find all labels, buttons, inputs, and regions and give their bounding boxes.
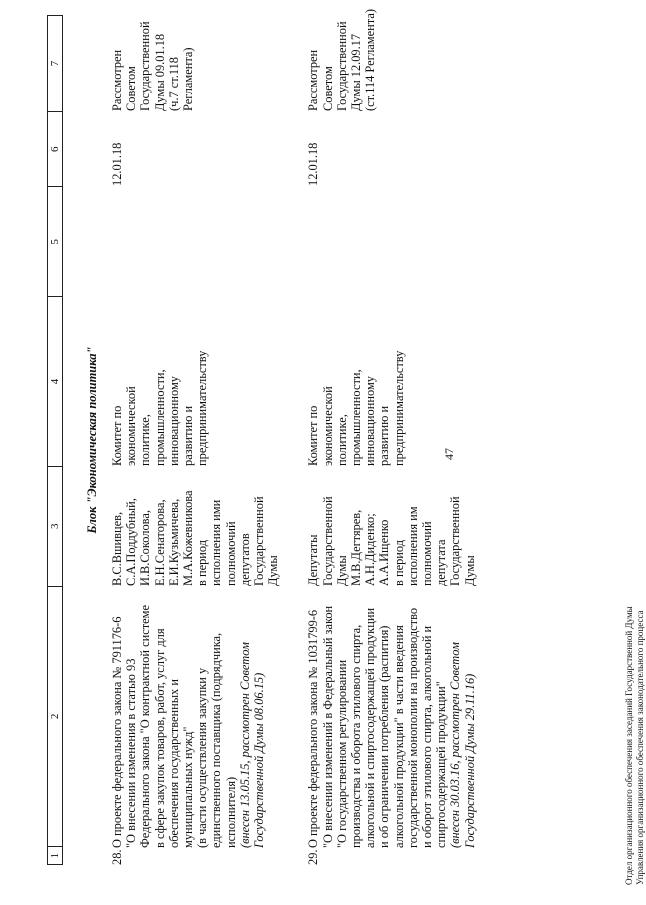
- section-title: Блок "Экономическая политика": [85, 346, 99, 534]
- header-col-2: 2: [48, 586, 62, 847]
- committee-cell: [306, 296, 476, 466]
- status-line: Рассмотрен: [110, 49, 124, 111]
- bill-note-line: (внесен 30.03.16, рассмотрен Советом: [448, 642, 463, 848]
- author-line: В.С.Вшивцев,: [110, 511, 124, 586]
- status-line: Думы 09.01.18: [152, 33, 167, 111]
- author-line: депутатов: [237, 533, 252, 586]
- bill-title-line: алкогольной и спиртосодержащей продукции: [363, 607, 378, 848]
- author-line: полномочий: [420, 521, 435, 586]
- committee-line: промышленности,: [349, 369, 364, 466]
- author-line: депутата: [434, 539, 449, 586]
- committee-line: экономической: [124, 386, 139, 466]
- rotated-page: [12, 5, 645, 885]
- committee-cell: [110, 296, 280, 466]
- header-col-5: 5: [48, 186, 62, 296]
- committee-line: промышленности,: [152, 369, 167, 466]
- bill-title-line: обеспечения государственных и: [166, 679, 181, 848]
- committee-line: экономической: [320, 386, 335, 466]
- author-line: исполнения ими: [209, 499, 224, 586]
- agenda-table: [47, 9, 503, 865]
- author-line: Е.Н.Сенаторова,: [152, 499, 167, 586]
- author-line: Думы: [462, 555, 477, 586]
- header-col-3: 3: [48, 466, 62, 586]
- bill-title-line: алкогольной продукции" в части введения: [391, 625, 406, 848]
- authors-cell: [306, 466, 476, 586]
- author-line: Е.И.Кузьмичева,: [166, 498, 181, 586]
- bill-title-line: (в части осуществления закупки у: [195, 667, 210, 848]
- footer-line: Отдел организационного обеспечения заседаний Государственной Думы: [624, 606, 634, 885]
- committee-line: предпринимательству: [391, 350, 406, 466]
- header-col-7: 7: [49, 60, 61, 67]
- status-line: Государственной: [138, 21, 153, 111]
- header-col-1: 1: [48, 846, 62, 864]
- bill-title-line: и оборот этилового спирта, алкогольной и: [420, 625, 435, 848]
- bill-title-line: О проекте федерального закона № 791176-6: [110, 616, 124, 848]
- author-line: М.А.Кожевникова: [181, 490, 196, 586]
- bill-title-line: муниципальных нужд": [181, 726, 196, 848]
- status-line: Рассмотрен: [306, 49, 321, 111]
- bill-title-line: производства и оборота этилового спирта,: [349, 624, 364, 848]
- status-cell: [306, 9, 476, 111]
- committee-line: инновационному: [363, 376, 378, 466]
- author-line: в период: [391, 539, 406, 586]
- bill-title-line: спиртосодержащей продукции": [434, 681, 449, 848]
- bill-title-line: государственной монополии на производство: [405, 607, 420, 848]
- committee-line: инновационному: [166, 376, 181, 466]
- document-footer: [624, 5, 646, 885]
- author-line: Государственной: [448, 496, 463, 586]
- author-line: С.А.Поддубный,: [124, 498, 139, 586]
- bill-title-line: О проекте федерального закона № 1031799-6: [306, 609, 321, 848]
- status-line: (ст.114 Регламента): [363, 9, 378, 111]
- bill-title-cell: [110, 586, 280, 848]
- col5-cell: [110, 186, 280, 296]
- author-line: А.А.Ищенко: [377, 519, 392, 586]
- table-header-row: [47, 15, 63, 865]
- status-line: Регламента): [181, 47, 196, 111]
- author-line: Государственной: [252, 496, 267, 586]
- bill-title-line: и об ограничении потребления (распития): [377, 625, 392, 848]
- bill-note-line: Государственной Думы 29.11.16): [462, 673, 477, 848]
- footer-line: Управления организационного обеспечения законодательного процесса: [635, 610, 645, 885]
- status-line: Думы 12.09.17: [349, 33, 364, 111]
- bill-note-line: (внесен 13.05.15, рассмотрен Советом: [237, 642, 252, 848]
- author-line: Думы: [334, 555, 349, 586]
- author-line: И.В.Соколова,: [138, 510, 153, 586]
- date-cell: 12.01.18: [110, 142, 124, 186]
- bill-title-line: "О внесении изменений в Федеральный закон: [320, 605, 335, 848]
- committee-line: политике,: [334, 414, 349, 466]
- date-cell: 12.01.18: [306, 142, 321, 186]
- committee-line: Комитет по: [110, 405, 124, 466]
- status-line: Советом: [124, 66, 139, 111]
- status-line: Государственной: [334, 21, 349, 111]
- committee-line: развитию и: [377, 405, 392, 466]
- author-line: Депутаты: [306, 534, 321, 586]
- bill-title-line: Федерального закона "О контрактной системе: [138, 605, 153, 848]
- header-col-4: 4: [48, 296, 62, 465]
- row-number: 28.: [110, 849, 124, 865]
- author-line: в период: [195, 539, 210, 586]
- bill-title-line: "О внесении изменения в статью 93: [124, 658, 139, 848]
- status-line: Советом: [320, 66, 335, 111]
- row-number: 29.: [306, 849, 321, 865]
- status-line: (ч.7 ст.118: [166, 57, 181, 111]
- table-row: [306, 9, 477, 865]
- col5-cell: [306, 186, 476, 296]
- bill-title-cell: [306, 586, 476, 848]
- header-col-6: 6: [48, 111, 62, 186]
- author-line: Государственной: [320, 496, 335, 586]
- bill-title-line: исполнителя): [223, 776, 238, 848]
- author-line: Думы: [266, 555, 281, 586]
- status-cell: [110, 15, 280, 111]
- committee-line: развитию и: [181, 405, 196, 466]
- page-number: 47: [442, 448, 456, 460]
- author-line: исполнения им: [405, 506, 420, 586]
- author-line: А.Н.Диденко;: [363, 513, 378, 586]
- author-line: М.В.Дегтярев,: [349, 509, 364, 586]
- bill-title-line: единственного поставщика (подрядчика,: [209, 632, 224, 848]
- table-row: [110, 15, 280, 865]
- committee-line: Комитет по: [306, 405, 321, 466]
- bill-title-line: "О государственном регулировании: [334, 659, 349, 848]
- author-line: полномочий: [223, 521, 238, 586]
- authors-cell: [110, 466, 280, 586]
- bill-title-line: в сфере закупок товаров, работ, услуг для: [152, 628, 167, 848]
- bill-note-line: Государственной Думы 08.06.15): [252, 672, 267, 848]
- committee-line: предпринимательству: [195, 350, 210, 466]
- committee-line: политике,: [138, 414, 153, 466]
